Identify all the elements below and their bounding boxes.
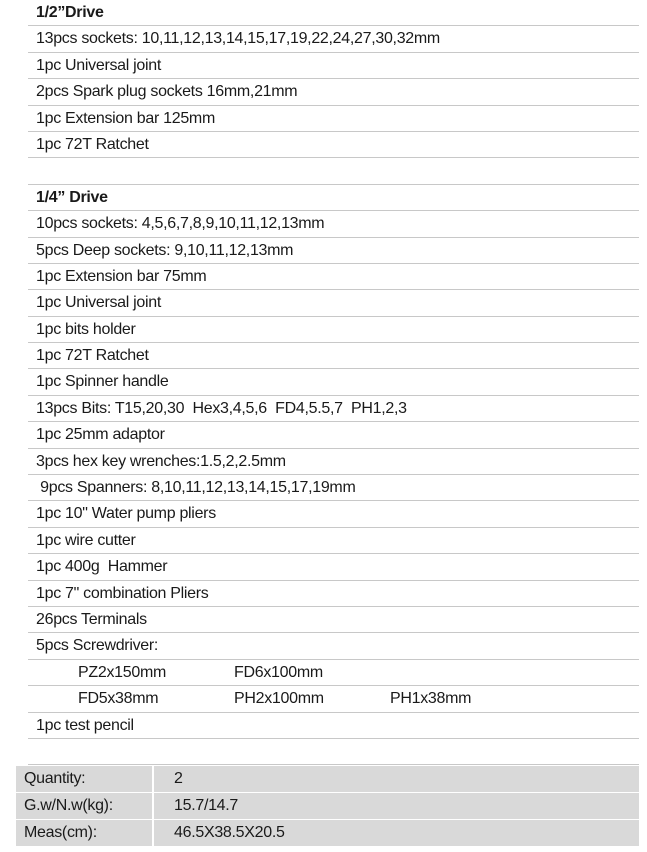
list-item: 10pcs sockets: 4,5,6,7,8,9,10,11,12,13mm [28,211,639,237]
list-item: 1pc test pencil [28,713,639,739]
list-item: 1pc 7" combination Pliers [28,581,639,607]
list-item: 1pc bits holder [28,317,639,343]
list-item: 13pcs sockets: 10,11,12,13,14,15,17,19,22,24,27,30,32mm [28,26,639,52]
blank-row [28,739,639,765]
spec-value: 46.5X38.5X20.5 [153,820,639,847]
spec-label: Meas(cm): [16,820,153,847]
screwdriver-size: PH2x100mm [234,690,324,708]
list-item: 2pcs Spark plug sockets 16mm,21mm [28,79,639,105]
contents-list [28,0,639,765]
list-item: 1pc wire cutter [28,528,639,554]
list-item: 1pc Extension bar 75mm [28,264,639,290]
spec-label: Quantity: [16,766,153,793]
list-item: 1pc 25mm adaptor [28,422,639,448]
spec-value: 2 [153,766,639,793]
list-item: 1pc 400g Hammer [28,554,639,580]
section-heading-half-drive: 1/2”Drive [28,0,639,26]
list-item: 5pcs Screwdriver: [28,633,639,659]
list-item: 1pc Spinner handle [28,369,639,395]
packing-specs-table [16,766,639,847]
blank-row [28,158,639,184]
list-item: 1pc 10" Water pump pliers [28,501,639,527]
list-item: 1pc Universal joint [28,290,639,316]
list-item: 3pcs hex key wrenches:1.5,2,2.5mm [28,449,639,475]
screwdriver-size: PZ2x150mm [78,663,166,681]
screwdriver-sizes-row [28,686,639,712]
spec-row-weight [16,793,639,820]
screwdriver-size: FD5x38mm [78,690,159,708]
list-item: 26pcs Terminals [28,607,639,633]
screwdriver-sizes-row [28,660,639,686]
list-item: 1pc 72T Ratchet [28,132,639,158]
list-item: 1pc Extension bar 125mm [28,106,639,132]
list-item: 13pcs Bits: T15,20,30 Hex3,4,5,6 FD4,5.5,7 PH1,2,3 [28,396,639,422]
screwdriver-size: FD6x100mm [234,663,323,681]
list-item: 1pc 72T Ratchet [28,343,639,369]
spec-value: 15.7/14.7 [153,793,639,820]
list-item: 5pcs Deep sockets: 9,10,11,12,13mm [28,238,639,264]
spec-row-quantity [16,766,639,793]
list-item: 9pcs Spanners: 8,10,11,12,13,14,15,17,19mm [28,475,639,501]
list-item: 1pc Universal joint [28,53,639,79]
section-heading-quarter-drive: 1/4” Drive [28,185,639,211]
screwdriver-size: PH1x38mm [390,690,472,708]
spec-label: G.w/N.w(kg): [16,793,153,820]
spec-row-measurement [16,820,639,847]
